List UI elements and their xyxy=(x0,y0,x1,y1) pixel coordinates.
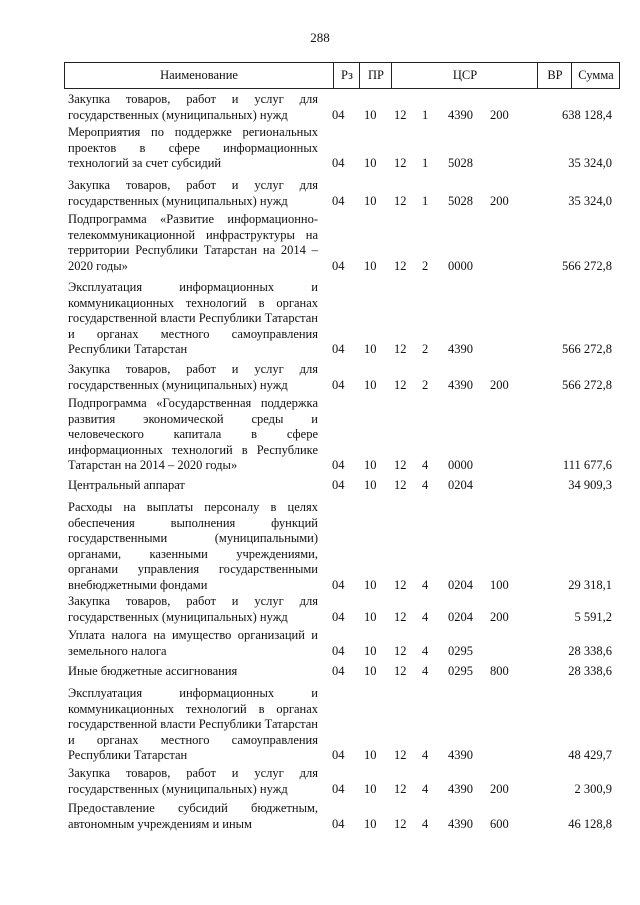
row-vr: 200 xyxy=(490,193,509,208)
row-sum: 29 318,1 xyxy=(568,578,612,592)
row-pr: 10 xyxy=(364,816,377,831)
row-csr-1: 12 xyxy=(394,609,407,624)
header-rz: Рз xyxy=(333,63,360,88)
table-row xyxy=(66,766,620,797)
row-sum: 28 338,6 xyxy=(568,643,612,658)
row-pr: 10 xyxy=(364,156,377,171)
row-vr: 800 xyxy=(490,664,509,678)
table-row xyxy=(66,664,620,680)
row-csr-1: 12 xyxy=(394,578,407,592)
header-name: Наименование xyxy=(160,68,238,82)
table-row xyxy=(66,92,620,123)
row-rz: 04 xyxy=(332,156,345,171)
row-csr-2: 1 xyxy=(422,156,429,171)
row-csr-3: 4390 xyxy=(448,107,473,122)
row-csr-2: 4 xyxy=(422,609,429,624)
row-csr-3: 5028 xyxy=(448,156,473,171)
row-name: Эксплуатация информационных и коммуникационных технологий в органах государственной власти Республики Татарстан и органах местного самоуправления Республики Татарстан xyxy=(68,280,318,357)
row-rz: 04 xyxy=(332,664,345,678)
row-vr: 100 xyxy=(490,578,509,592)
row-sum: 35 324,0 xyxy=(568,156,612,171)
row-name: Подпрограмма «Государственная поддержка развития экономической среды и человеческого капитала в сфере информационных технологий в Республике Татарстан на 2014 – 2020 годы» xyxy=(68,396,318,473)
row-rz: 04 xyxy=(332,377,345,392)
row-sum: 5 591,2 xyxy=(574,609,612,624)
row-csr-1: 12 xyxy=(394,458,407,473)
table-row xyxy=(66,628,620,659)
row-csr-3: 4390 xyxy=(448,781,473,796)
row-pr: 10 xyxy=(364,377,377,392)
table-row xyxy=(66,686,620,764)
table-row xyxy=(66,212,620,274)
table-row xyxy=(66,178,620,209)
row-rz: 04 xyxy=(332,193,345,208)
table-header xyxy=(64,62,620,89)
row-sum: 34 909,3 xyxy=(568,478,612,492)
row-name: Закупка товаров, работ и услуг для государственных (муниципальных) нужд xyxy=(68,178,318,208)
table-row xyxy=(66,594,620,625)
row-csr-3: 0204 xyxy=(448,478,473,492)
row-rz: 04 xyxy=(332,578,345,592)
table-row xyxy=(66,362,620,393)
row-rz: 04 xyxy=(332,609,345,624)
row-name: Закупка товаров, работ и услуг для государственных (муниципальных) нужд xyxy=(68,594,318,624)
row-pr: 10 xyxy=(364,578,377,592)
row-csr-2: 4 xyxy=(422,578,429,592)
row-csr-2: 4 xyxy=(422,816,429,831)
row-csr-1: 12 xyxy=(394,643,407,658)
row-csr-2: 2 xyxy=(422,258,429,273)
header-vr: ВР xyxy=(537,63,572,88)
table-row xyxy=(66,280,620,358)
row-csr-1: 12 xyxy=(394,377,407,392)
table-row xyxy=(66,125,620,172)
row-name: Центральный аппарат xyxy=(68,478,185,492)
row-csr-1: 12 xyxy=(394,816,407,831)
row-rz: 04 xyxy=(332,643,345,658)
row-sum: 48 429,7 xyxy=(568,748,612,763)
row-pr: 10 xyxy=(364,258,377,273)
row-pr: 10 xyxy=(364,781,377,796)
row-sum: 638 128,4 xyxy=(562,107,612,122)
header-pr: ПР xyxy=(359,63,392,88)
row-sum: 566 272,8 xyxy=(562,377,612,392)
row-pr: 10 xyxy=(364,107,377,122)
row-name: Расходы на выплаты персоналу в целях обеспечения выполнения функций государственными (муниципальными) органами, казенными учреждениями, органами управления государственными внебюджетными фондами xyxy=(68,500,318,592)
row-name: Закупка товаров, работ и услуг для государственных (муниципальных) нужд xyxy=(68,362,318,392)
row-csr-3: 0295 xyxy=(448,643,473,658)
row-csr-3: 0000 xyxy=(448,258,473,273)
row-pr: 10 xyxy=(364,478,377,492)
row-csr-2: 2 xyxy=(422,342,429,357)
row-name: Эксплуатация информационных и коммуникационных технологий в органах государственной власти Республики Татарстан и органах местного самоуправления Республики Татарстан xyxy=(68,686,318,763)
row-csr-2: 4 xyxy=(422,781,429,796)
row-sum: 46 128,8 xyxy=(568,816,612,831)
row-vr: 200 xyxy=(490,781,509,796)
row-csr-3: 4390 xyxy=(448,748,473,763)
row-name: Предоставление субсидий бюджетным, автономным учреждениям и иным xyxy=(68,801,318,831)
row-rz: 04 xyxy=(332,107,345,122)
row-vr: 200 xyxy=(490,377,509,392)
row-csr-2: 2 xyxy=(422,377,429,392)
row-rz: 04 xyxy=(332,478,345,492)
row-csr-2: 1 xyxy=(422,193,429,208)
row-sum: 28 338,6 xyxy=(568,664,612,678)
row-name: Закупка товаров, работ и услуг для государственных (муниципальных) нужд xyxy=(68,92,318,122)
row-name: Подпрограмма «Развитие информационно-телекоммуникационной инфраструктуры на территории Республики Татарстан на 2014 – 2020 годы» xyxy=(68,212,318,273)
table-row xyxy=(66,478,620,494)
row-csr-1: 12 xyxy=(394,342,407,357)
row-csr-2: 1 xyxy=(422,107,429,122)
header-sum: Сумма xyxy=(571,63,620,88)
row-rz: 04 xyxy=(332,816,345,831)
row-csr-1: 12 xyxy=(394,664,407,678)
row-rz: 04 xyxy=(332,342,345,357)
row-csr-3: 0204 xyxy=(448,609,473,624)
row-name: Иные бюджетные ассигнования xyxy=(68,664,238,678)
row-pr: 10 xyxy=(364,664,377,678)
row-sum: 2 300,9 xyxy=(574,781,612,796)
row-pr: 10 xyxy=(364,342,377,357)
row-csr-2: 4 xyxy=(422,643,429,658)
row-csr-3: 4390 xyxy=(448,816,473,831)
row-pr: 10 xyxy=(364,458,377,473)
row-csr-2: 4 xyxy=(422,478,429,492)
row-pr: 10 xyxy=(364,748,377,763)
row-csr-1: 12 xyxy=(394,193,407,208)
row-csr-1: 12 xyxy=(394,748,407,763)
row-pr: 10 xyxy=(364,193,377,208)
table-row xyxy=(66,396,620,474)
row-rz: 04 xyxy=(332,458,345,473)
row-name: Уплата налога на имущество организаций и земельного налога xyxy=(68,628,318,658)
row-sum: 566 272,8 xyxy=(562,258,612,273)
row-sum: 35 324,0 xyxy=(568,193,612,208)
row-vr: 200 xyxy=(490,609,509,624)
row-name: Мероприятия по поддержке региональных проектов в сфере информационных технологий за счет субсидий xyxy=(68,125,318,171)
row-pr: 10 xyxy=(364,609,377,624)
row-csr-3: 4390 xyxy=(448,377,473,392)
header-csr: ЦСР xyxy=(391,63,538,88)
row-sum: 111 677,6 xyxy=(562,458,612,473)
row-csr-1: 12 xyxy=(394,107,407,122)
row-csr-3: 0204 xyxy=(448,578,473,592)
row-csr-1: 12 xyxy=(394,156,407,171)
row-vr: 200 xyxy=(490,107,509,122)
row-vr: 600 xyxy=(490,816,509,831)
row-csr-3: 0295 xyxy=(448,664,473,678)
row-csr-1: 12 xyxy=(394,478,407,492)
row-pr: 10 xyxy=(364,643,377,658)
row-rz: 04 xyxy=(332,781,345,796)
row-sum: 566 272,8 xyxy=(562,342,612,357)
row-rz: 04 xyxy=(332,748,345,763)
row-csr-1: 12 xyxy=(394,781,407,796)
row-rz: 04 xyxy=(332,258,345,273)
row-csr-2: 4 xyxy=(422,664,429,678)
row-name: Закупка товаров, работ и услуг для государственных (муниципальных) нужд xyxy=(68,766,318,796)
row-csr-3: 5028 xyxy=(448,193,473,208)
row-csr-2: 4 xyxy=(422,458,429,473)
row-csr-1: 12 xyxy=(394,258,407,273)
row-csr-3: 0000 xyxy=(448,458,473,473)
page-number: 288 xyxy=(310,30,330,45)
table-row xyxy=(66,500,620,594)
row-csr-2: 4 xyxy=(422,748,429,763)
row-csr-3: 4390 xyxy=(448,342,473,357)
table-row xyxy=(66,801,620,832)
